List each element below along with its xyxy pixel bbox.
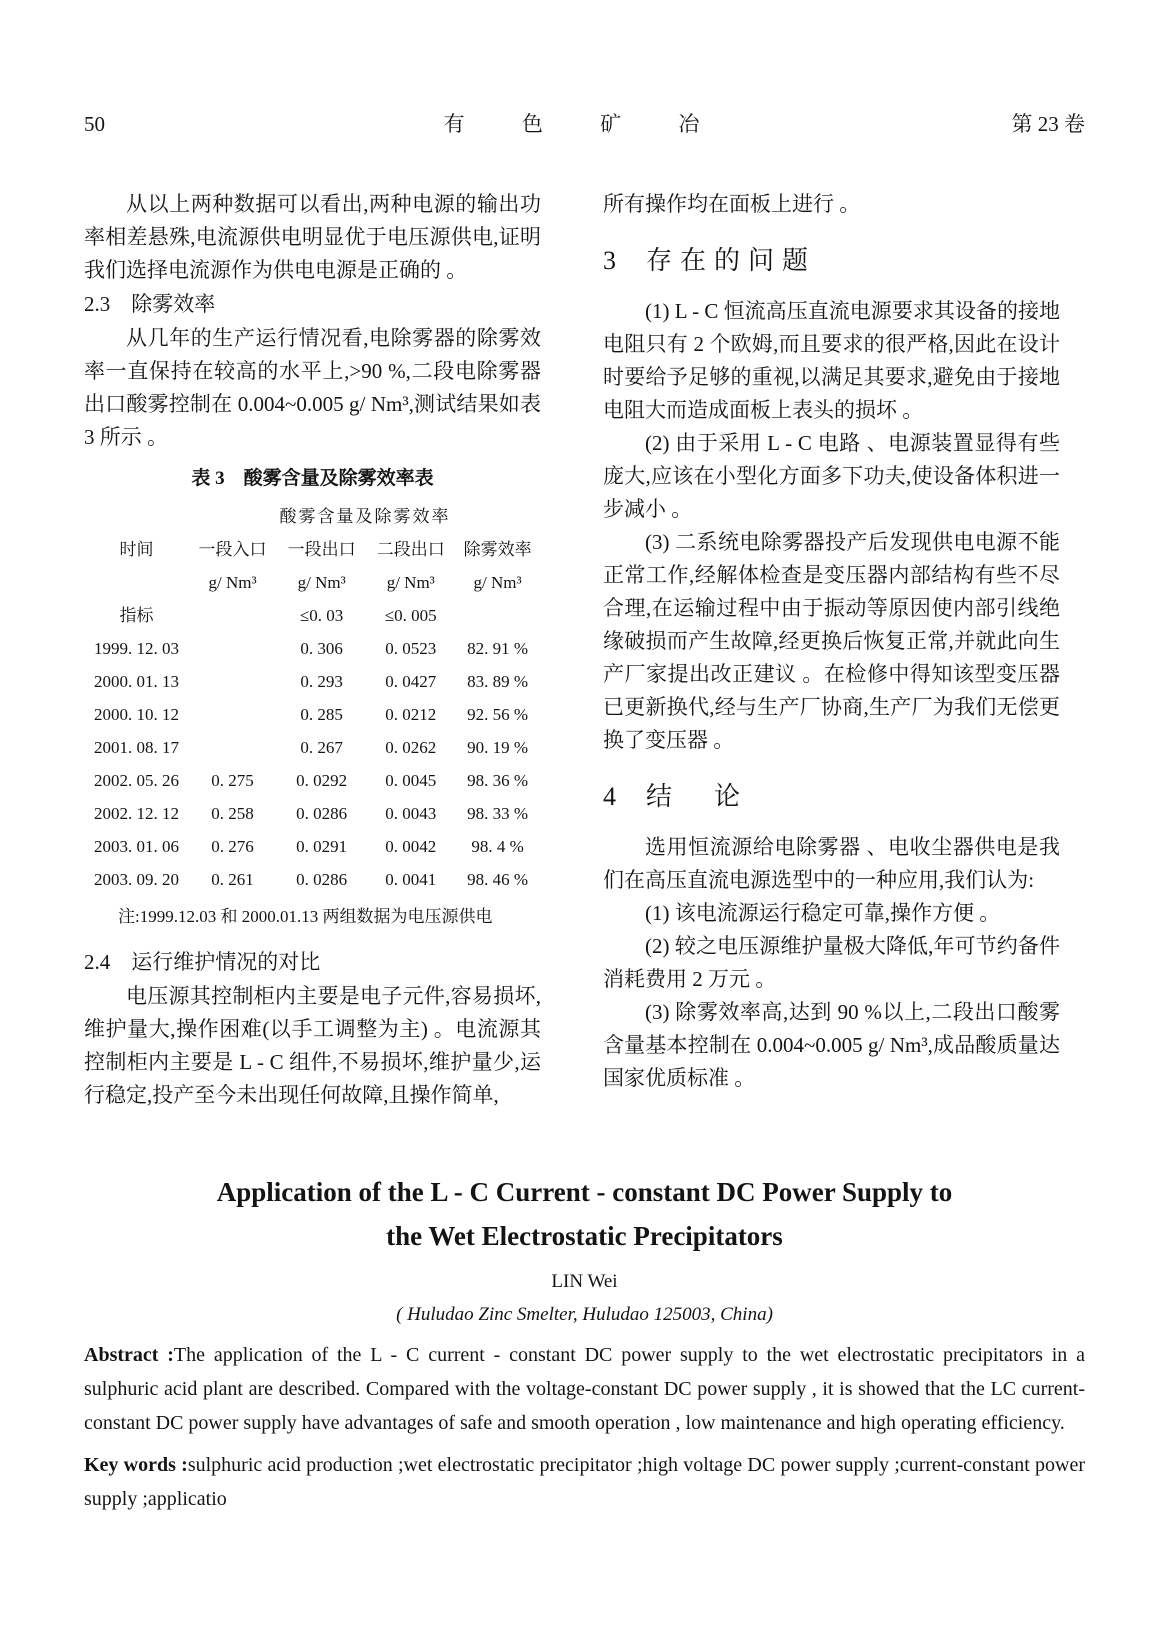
table-span-header: 酸雾含量及除雾效率 [279,507,451,526]
author: LIN Wei [551,1271,618,1292]
table-row [84,731,541,764]
page-number: 50 [84,112,105,136]
table-cell: 一段出口 [287,540,356,559]
section-number: 4 [603,782,616,811]
table-cell: 98. 36 % [467,771,529,790]
table-cell: 0. 285 [300,705,343,724]
paragraph: 所有操作均在面板上进行 。 [603,192,861,216]
paragraph: (3) 二系统电除雾器投产后发现供电电源不能正常工作,经解体检查是变压器内部结构有些不尽合理,在运输过程中由于振动等原因使内部引线绝缘破损而产生故障,经更换后恢复正常,并就此向生产厂家提出改正建议 。在检修中得知该型变压器已更新换代,经与生产厂协商,生产厂为我们无偿更换了变压器 。 [603,530,1060,752]
paragraph: (3) 除雾效率高,达到 90 %以上,二段出口酸雾含量基本控制在 0.004~0.005 g/ Nm³,成品酸质量达国家优质标准 。 [603,1000,1060,1090]
keywords-label: Key words : [84,1454,188,1476]
table-cell: 90. 19 % [467,738,529,757]
table-cell: 0. 276 [211,837,254,856]
table-note: 注:1999.12.03 和 2000.01.13 两组数据为电压源供电 [118,907,493,926]
paragraph: (2) 由于采用 L - C 电路 、电源装置显得有些庞大,应该在小型化方面多下功夫,使设备体积进一步减小 。 [603,431,1060,521]
table-cell: 98. 46 % [467,870,529,889]
table-cell: 0. 0286 [296,804,348,823]
abstract [84,1338,1085,1440]
table-cell [454,599,541,632]
table-title: 表 3 酸雾含量及除雾效率表 [191,468,434,489]
keywords-text: sulphuric acid production ;wet electrostatic precipitator ;high voltage DC power supply ;current-constant power supply ;applicatio [84,1454,1085,1510]
table-cell [84,566,189,599]
english-abstract-section [84,1170,1085,1516]
table-cell [189,698,276,731]
table-cell [84,500,189,533]
table-cell: 0. 0292 [296,771,348,790]
table-cell: 2001. 08. 17 [94,738,180,757]
keywords [84,1448,1085,1516]
section-heading-4 [603,779,1060,815]
right-column [603,188,1060,1112]
english-title-line2: the Wet Electrostatic Precipitators [386,1221,783,1251]
english-title [84,1170,1085,1258]
paragraph: 从几年的生产运行情况看,电除雾器的除雾效率一直保持在较高的水平上,>90 %,二段电除雾器出口酸雾控制在 0.004~0.005 g/ Nm³,测试结果如表 3 所示 。 [84,326,541,449]
table-cell: 0. 0427 [385,672,437,691]
table-cell: 0. 0045 [385,771,437,790]
table-cell: 0. 261 [211,870,254,889]
subsection-heading-2-4: 2.4 运行维护情况的对比 [84,950,321,974]
affiliation: ( Huludao Zinc Smelter, Huludao 125003, China) [396,1304,773,1325]
table-row [84,863,541,896]
table-cell: 98. 33 % [467,804,529,823]
table-column-header-row [84,533,541,566]
table-cell: 98. 4 % [471,837,524,856]
paragraph: 电压源其控制柜内主要是电子元件,容易损坏,维护量大,操作困难(以手工调整为主) 。电流源其控制柜内主要是 L - C 组件,不易损坏,维护量少,运行稳定,投产至今未出现任何故障,且操作简单, [84,984,541,1107]
table-row [84,599,541,632]
table-cell: 1999. 12. 03 [94,639,180,658]
table-cell: 指标 [119,606,154,625]
table-cell: 82. 91 % [467,639,529,658]
section-title: 存在的问题 [646,246,817,275]
table-cell: g/ Nm³ [297,573,346,592]
table-cell: 0. 258 [211,804,254,823]
section-number: 3 [603,246,616,275]
table-cell: 0. 293 [300,672,343,691]
section-heading-3 [603,243,1060,279]
table-cell: ≤0. 005 [384,606,437,625]
table-span-header-row [84,500,541,533]
section-title: 结 论 [646,782,749,811]
table-cell: 一段入口 [198,540,267,559]
table-cell [189,731,276,764]
table-cell: 2000. 10. 12 [94,705,180,724]
table-row [84,665,541,698]
table-cell: 0. 0291 [296,837,348,856]
table-cell: 2003. 09. 20 [94,870,180,889]
table-cell [189,665,276,698]
table-row [84,632,541,665]
table-cell: 0. 0041 [385,870,437,889]
table-cell: 0. 0212 [385,705,437,724]
paragraph: (1) 该电流源运行稳定可靠,操作方便 。 [645,901,1001,925]
paragraph: (2) 较之电压源维护量极大降低,年可节约备件消耗费用 2 万元 。 [603,934,1060,991]
table-cell: 0. 0523 [385,639,437,658]
table-cell: g/ Nm³ [473,573,522,592]
table-row [84,797,541,830]
table-cell: g/ Nm³ [386,573,435,592]
table-cell: 0. 0262 [385,738,437,757]
table-row [84,830,541,863]
table-cell: 0. 0043 [385,804,437,823]
table-cell: 0. 306 [300,639,343,658]
page-header [84,108,1085,138]
table-cell [189,599,276,632]
left-column [84,188,541,1112]
table-body [84,599,541,896]
table-cell: 2003. 01. 06 [94,837,180,856]
table-cell: 除雾效率 [463,540,532,559]
table-cell: 二段出口 [376,540,445,559]
two-column-body [84,188,1085,1112]
table-cell: 0. 267 [300,738,343,757]
table-cell [189,632,276,665]
table-cell: 83. 89 % [467,672,529,691]
table-cell: 0. 275 [211,771,254,790]
table-cell: 2002. 05. 26 [94,771,180,790]
table-units-row [84,566,541,599]
abstract-text: The application of the L - C current - constant DC power supply to the wet electrostatic precipitators in a sulphuric acid plant are described. Compared with the voltage-constant DC power supply , it is showed that the LC current-constant DC power supply have advantages of safe and smooth operation , low maintenance and high operating efficiency. [84,1344,1086,1434]
table-3 [84,500,541,896]
subsection-heading-2-3: 2.3 除雾效率 [84,292,216,316]
table-row [84,764,541,797]
table-cell: 0. 0286 [296,870,348,889]
table-cell: g/ Nm³ [208,573,257,592]
abstract-label: Abstract : [84,1344,174,1366]
journal-title: 有 色 矿 冶 [443,112,726,136]
english-title-line1: Application of the L - C Current - constant DC Power Supply to [216,1177,953,1207]
table-row [84,698,541,731]
paragraph: 从以上两种数据可以看出,两种电源的输出功率相差悬殊,电流源供电明显优于电压源供电,证明我们选择电流源作为供电电源是正确的 。 [84,192,541,282]
table-cell: 2000. 01. 13 [94,672,180,691]
table-head [84,500,541,599]
paragraph: 选用恒流源给电除雾器 、电收尘器供电是我们在高压直流电源选型中的一种应用,我们认为: [603,835,1060,892]
table-cell: 2002. 12. 12 [94,804,180,823]
table-cell: 92. 56 % [467,705,529,724]
paragraph: (1) L - C 恒流高压直流电源要求其设备的接地电阻只有 2 个欧姆,而且要求的很严格,因此在设计时要给予足够的重视,以满足其要求,避免由于接地电阻大而造成面板上表头的损坏 。 [603,299,1060,422]
table-cell: 时间 [119,540,154,559]
table-cell: ≤0. 03 [299,606,344,625]
table-cell: 0. 0042 [385,837,437,856]
volume-label: 第 23 卷 [1011,112,1085,136]
